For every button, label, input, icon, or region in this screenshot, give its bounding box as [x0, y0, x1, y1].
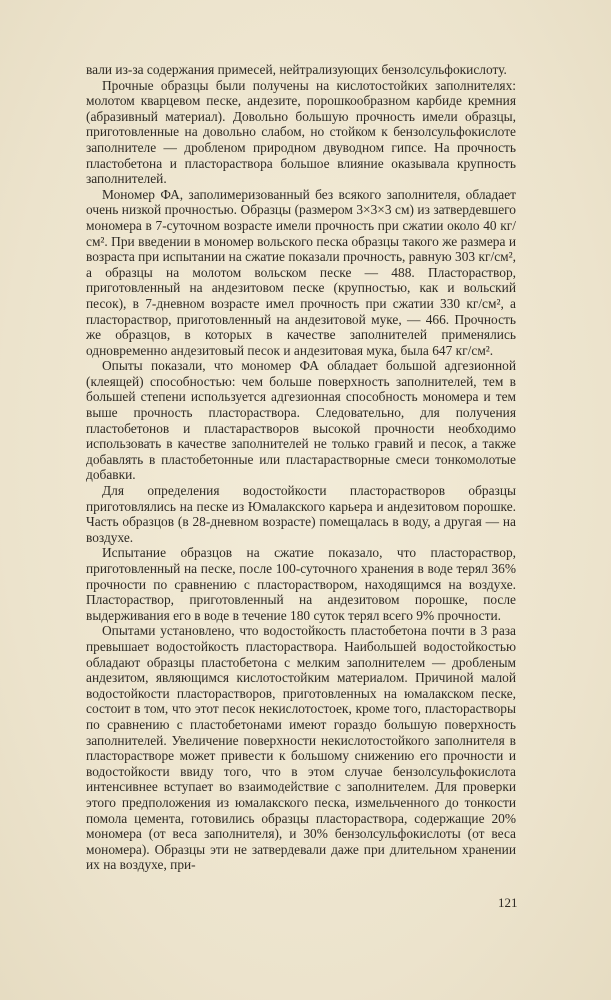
page-number: 121: [498, 895, 518, 910]
paragraph: Испытание образцов на сжатие показало, что пластораствор, приготовленный на песке, после 100-суточного хранения в воде терял 36% прочности по сравнению с пластораствором, находящимся на воздухе. Пластораствор, приготовленный на андезитовом порошке, после выдерживания его в воде в течение 180 суток терял всего 9% прочности.: [86, 545, 516, 623]
body-text: [86, 62, 516, 873]
paragraph: Опытами установлено, что водостойкость пластобетона почти в 3 раза превышает водостойкость пластораствора. Наибольшей водостойкостью обладают образцы пластобетона с мелким заполнителем — дробленым андезитом, являющимся кислотостойким материалом. Причиной малой водостойкости пласторастворов, приготовленных на юмалакском песке, состоит в том, что этот песок некислотостоек, кроме того, пласторастворы по сравнению с пластобетонами имеют гораздо большую поверхность заполнителей. Увеличение поверхности некислотостойкого заполнителя в пласторастворе может привести к большому снижению его прочности и водостойкости ввиду того, что в этом случае бензолсульфокислота интенсивнее вступает во взаимодействие с заполнителем. Для проверки этого предположения из юмалакского песка, измельченного до тонкости помола цемента, готовились образцы пластораствора, содержащие 20% мономера (от веса заполнителя), и 30% бензолсульфокислоты (от веса мономера). Образцы эти не затвердевали даже при длительном хранении их на воздухе, при-: [86, 623, 516, 873]
paragraph-continuation: вали из-за содержания примесей, нейтрализующих бензолсульфокислоту.: [86, 62, 507, 77]
paragraph: Мономер ФА, заполимеризованный без всякого заполнителя, обладает очень низкой прочностью. Образцы (размером 3×3×3 см) из затвердевшего мономера в 7-суточном возрасте имели прочность при сжатии около 40 кг/см². При введении в мономер вольского песка образцы такого же размера и возраста при испытании на сжатие показали прочность, равную 303 кг/см², а образцы на молотом вольском песке — 488. Пластораствор, приготовленный на андезитовом песке (крупностью, как и вольский песок), в 7-дневном возрасте имел прочность при сжатии 330 кг/см², а пластораствор, приготовленный на андезитовой муке, — 466. Прочность же образцов, в которых в качестве заполнителей применялись одновременно андезитовый песок и андезитовая мука, была 647 кг/см².: [86, 186, 516, 358]
paragraph: Опыты показали, что мономер ФА обладает большой адгезионной (клеящей) способностью: чем больше поверхность заполнителей, тем в большей степени используется адгезионная способность мономера и тем выше прочность пластораствора. Следовательно, для получения пластобетонов и пластарастворов высокой прочности необходимо использовать в качестве заполнителей не только гравий и песок, а также добавлять в пластобетонные или пластарастворные смеси тонкомолотые добавки.: [86, 358, 516, 483]
paragraph: Для определения водостойкости пласторастворов образцы приготовлялись на песке из Юмалакского карьера и андезитовом порошке. Часть образцов (в 28-дневном возрасте) помещалась в воду, а другая — на воздухе.: [86, 483, 516, 545]
paragraph: Прочные образцы были получены на кислотостойких заполнителях: молотом кварцевом песке, андезите, порошкообразном карбиде кремния (абразивный материал). Довольно большую прочность имели образцы, приготовленные на довольно слабом, но стойком к бензолсульфокислоте заполнителе — дробленом природном двуводном гипсе. На прочность пластобетона и пластораствора большое влияние оказывала крупность заполнителей.: [86, 77, 516, 187]
